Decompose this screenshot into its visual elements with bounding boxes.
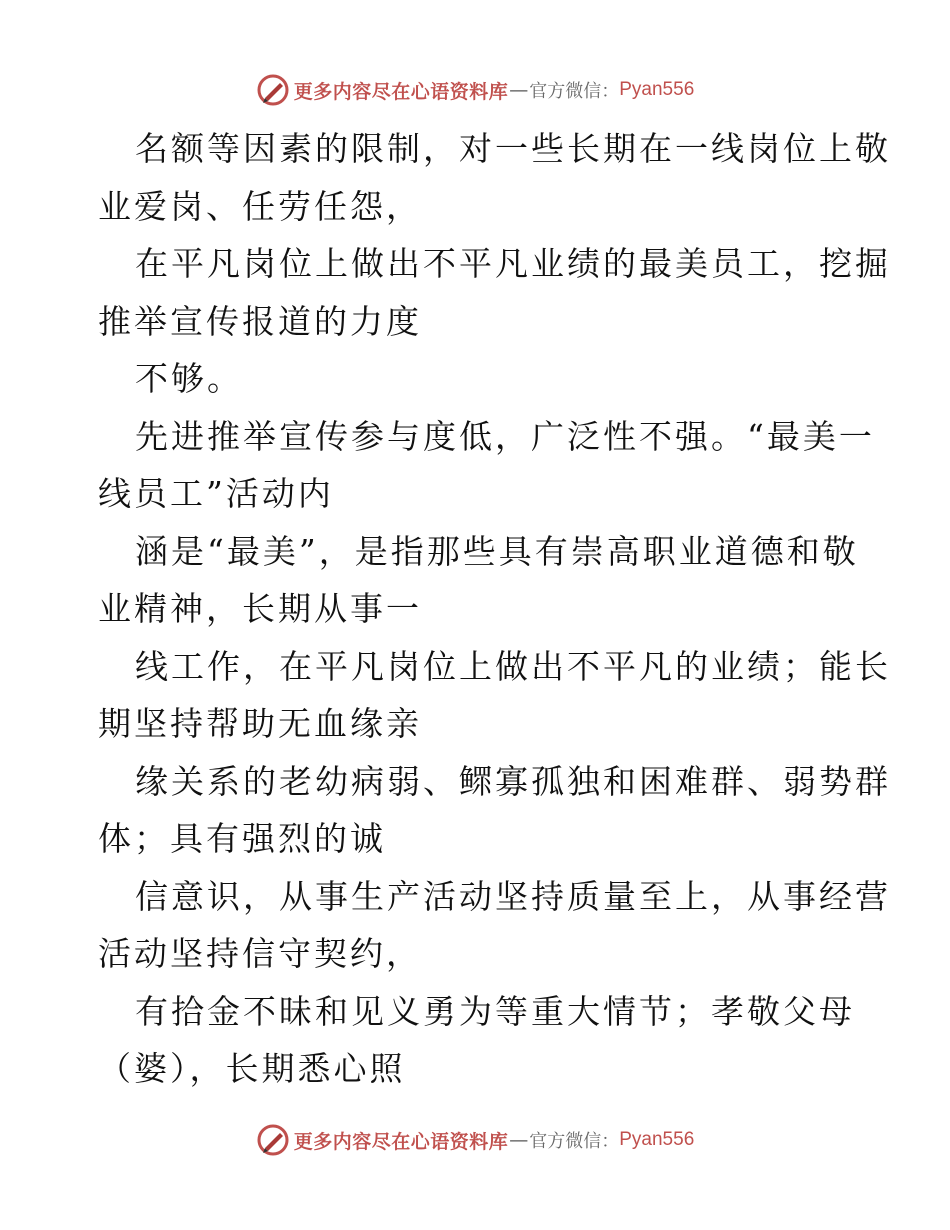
pen-logo-icon [256, 73, 290, 107]
text-line: 名额等因素的限制，对一些长期在一线岗位上敬 [135, 129, 891, 168]
watermark-label: 官方微信： [529, 81, 620, 102]
watermark-title: 更多内容尽在心语资料库 [293, 1130, 509, 1153]
watermark-label: 官方微信： [529, 1131, 620, 1152]
pen-logo-icon [256, 1123, 290, 1157]
text-line: 活动坚持信守契约， [98, 934, 422, 973]
text-line: （婆），长期悉心照 [98, 1049, 406, 1088]
text-line: 业精神，长期从事一 [98, 589, 422, 628]
watermark-footer [0, 1122, 950, 1158]
text-line: 在平凡岗位上做出不平凡业绩的最美员工，挖掘 [135, 244, 891, 283]
text-line: 缘关系的老幼病弱、鳏寡孤独和困难群、弱势群 [135, 761, 891, 801]
watermark-account: Pyan556 [619, 1129, 695, 1150]
text-line: 线员工”活动内 [98, 474, 334, 513]
watermark-account: Pyan556 [619, 79, 695, 100]
text-line: 涵是“最美”，是指那些具有崇高职业道德和敬 [135, 531, 859, 571]
watermark-title: 更多内容尽在心语资料库 [293, 80, 509, 103]
text-line: 有拾金不昧和见义勇为等重大情节；孝敬父母 [135, 991, 855, 1031]
document-body [98, 120, 891, 1098]
text-line: 体；具有强烈的诚 [98, 819, 386, 858]
watermark-header [0, 72, 950, 108]
text-line: 线工作，在平凡岗位上做出不平凡的业绩；能长 [135, 646, 891, 686]
text-line: 推举宣传报道的力度 [98, 301, 422, 341]
watermark-dash: — [509, 79, 529, 101]
text-line: 信意识，从事生产活动坚持质量至上，从事经营 [135, 876, 891, 916]
text-line: 期坚持帮助无血缘亲 [98, 704, 422, 743]
text-line: 业爱岗、任劳任怨， [98, 186, 422, 226]
watermark-dash: — [509, 1129, 529, 1151]
text-line: 不够。 [135, 359, 243, 398]
text-line: 先进推举宣传参与度低，广泛性不强。“最美一 [135, 416, 875, 456]
